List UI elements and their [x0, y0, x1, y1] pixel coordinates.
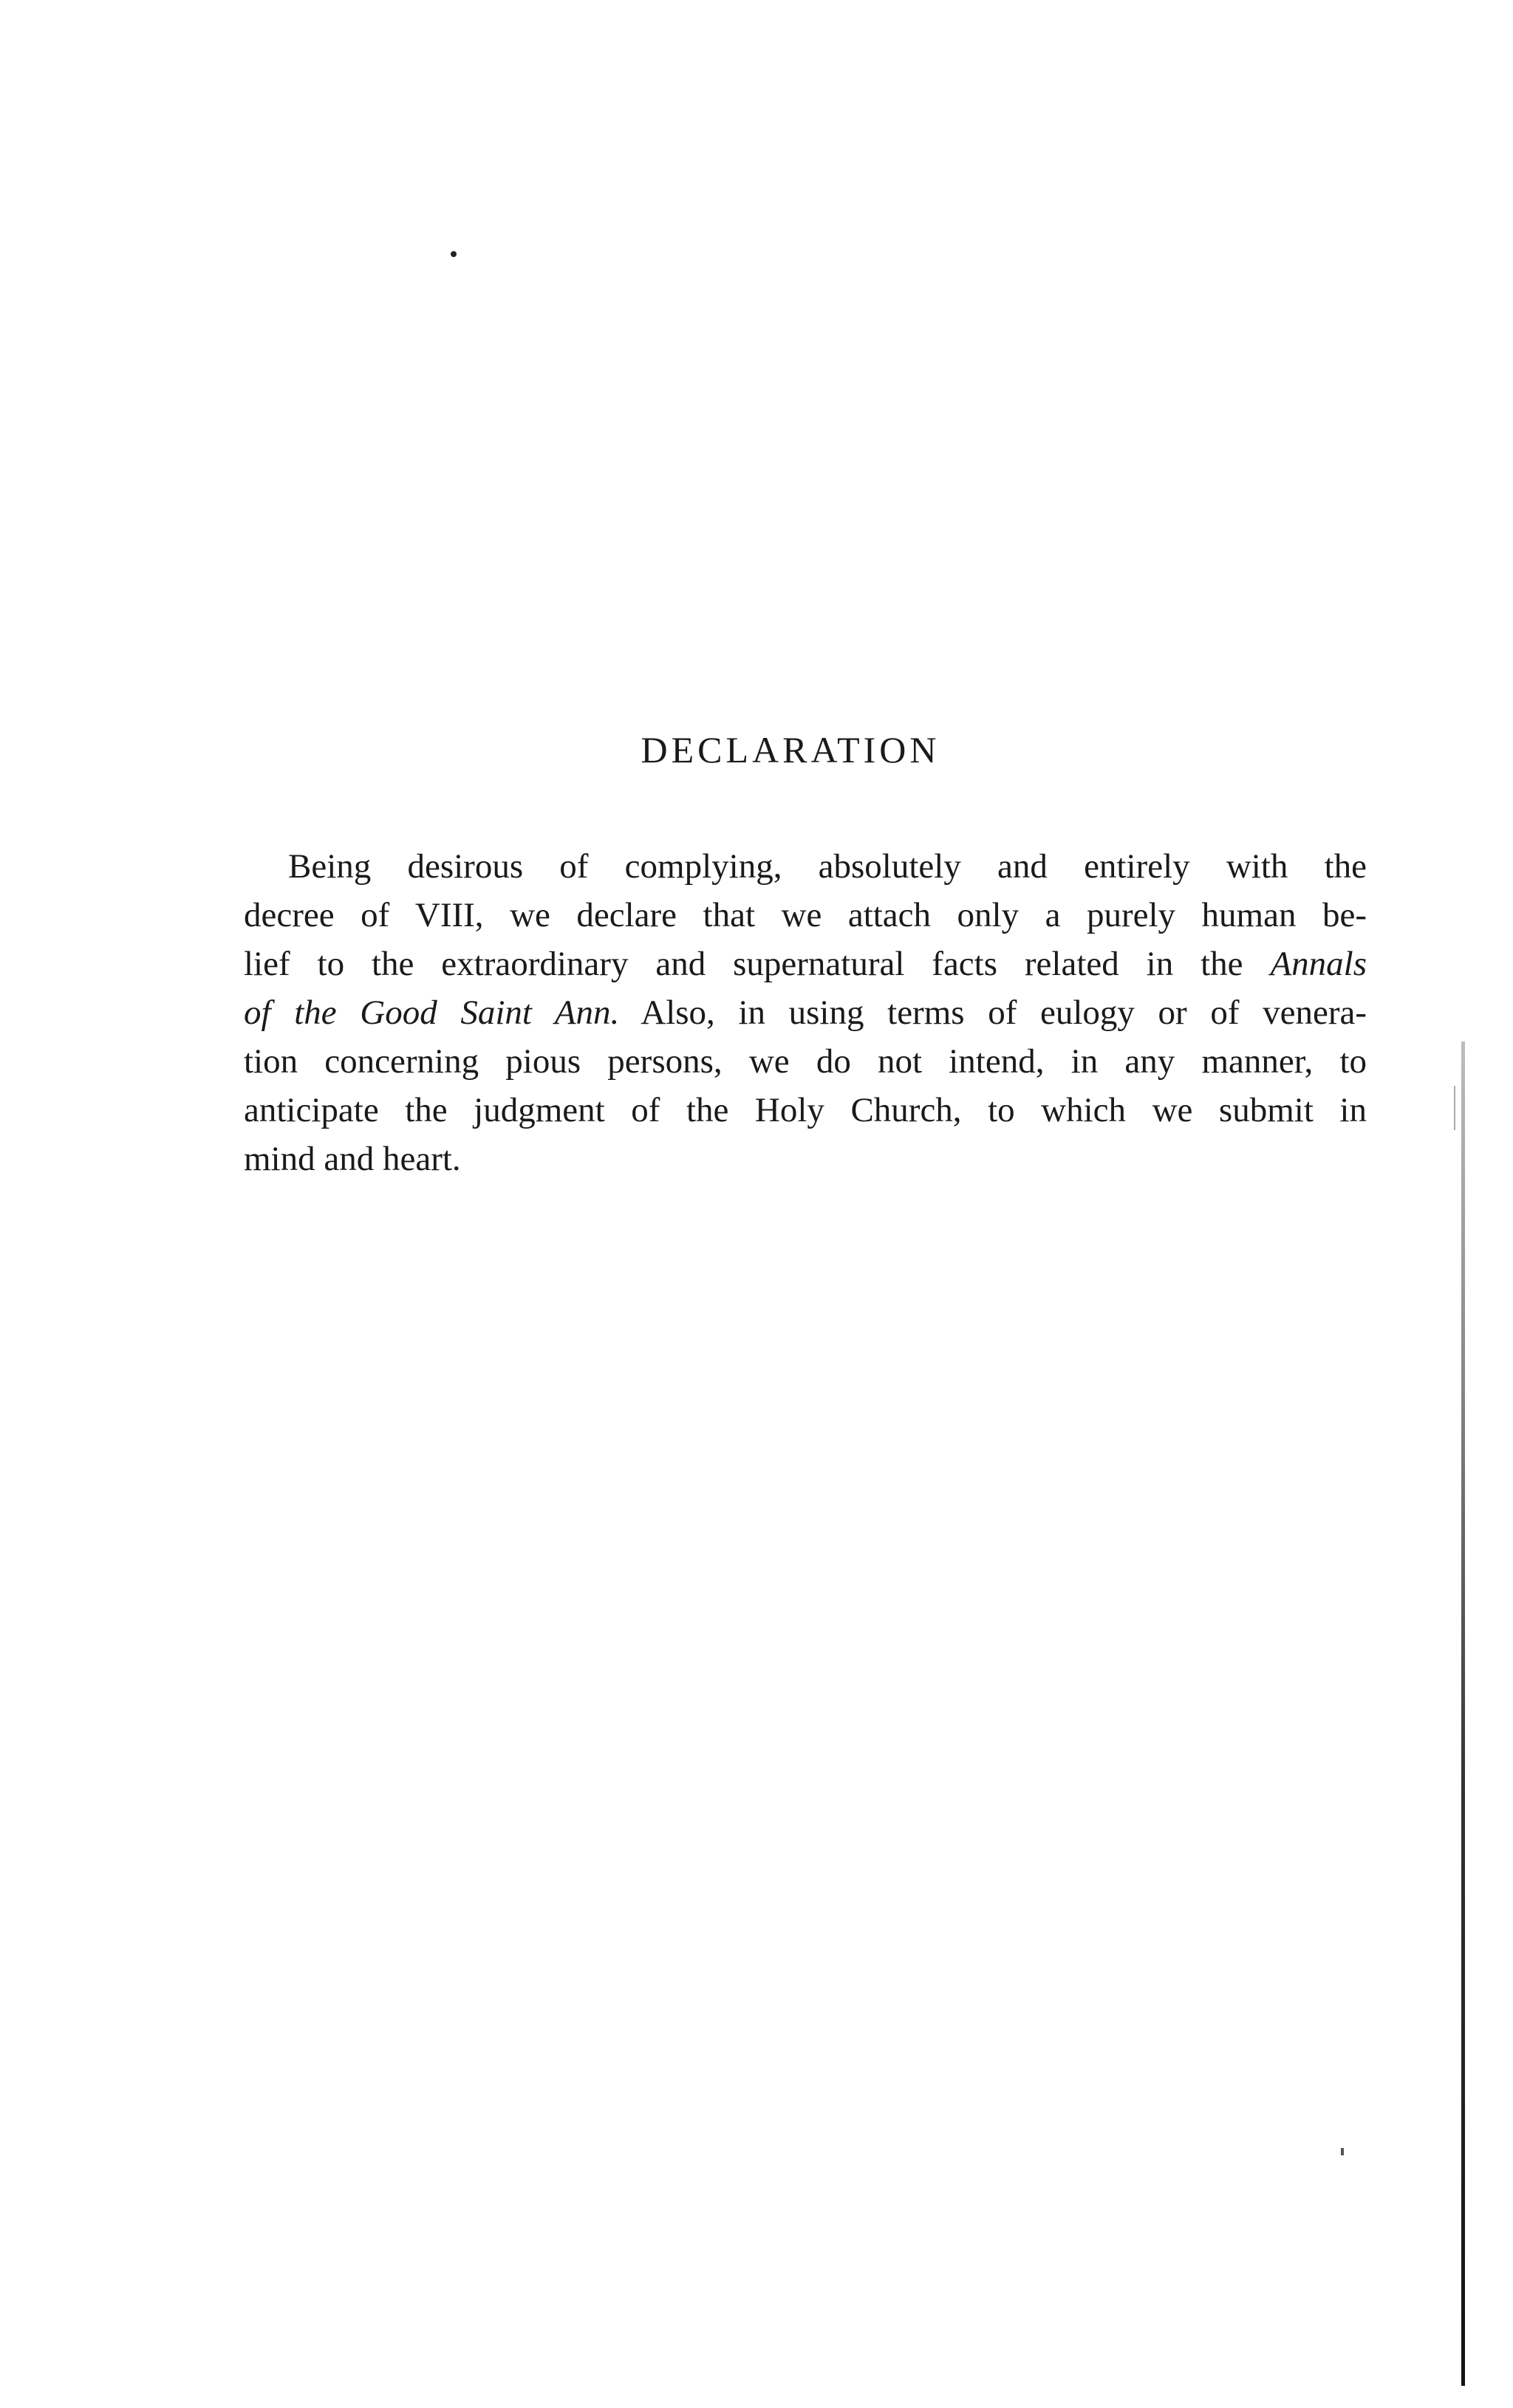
- paragraph-line: [244, 940, 1367, 988]
- text-run: decree of VIII, we declare that we attach only a purely human be-: [244, 896, 1367, 934]
- text-run: Being desirous of complying, absolutely and entirely with the: [288, 847, 1367, 886]
- italic-title-run: of the Good Saint Ann.: [244, 993, 620, 1032]
- declaration-paragraph: [244, 842, 1367, 1183]
- text-run: mind and heart.: [244, 1140, 461, 1178]
- paragraph-line: [244, 1037, 1367, 1086]
- paragraph-line: [244, 1135, 1367, 1183]
- text-run: tion concerning pious persons, we do not intend, in any manner, to: [244, 1042, 1367, 1081]
- paragraph-line: [244, 842, 1367, 891]
- paragraph-line: [244, 891, 1367, 940]
- paragraph-line: [244, 1086, 1367, 1135]
- page-title: DECLARATION: [641, 729, 940, 770]
- paragraph-line: [244, 988, 1367, 1037]
- text-run: lief to the extraordinary and supernatural facts related in the: [244, 945, 1271, 983]
- text-run: Also, in using terms of eulogy or of venera-: [619, 993, 1367, 1032]
- italic-title-run: Annals: [1270, 945, 1367, 983]
- scan-edge-mark: [1454, 1086, 1455, 1130]
- text-run: anticipate the judgment of the Holy Church, to which we submit in: [244, 1091, 1367, 1129]
- ink-speck: [451, 251, 457, 257]
- scan-page-edge: [1461, 1041, 1465, 2386]
- ink-speck: [1341, 2148, 1344, 2155]
